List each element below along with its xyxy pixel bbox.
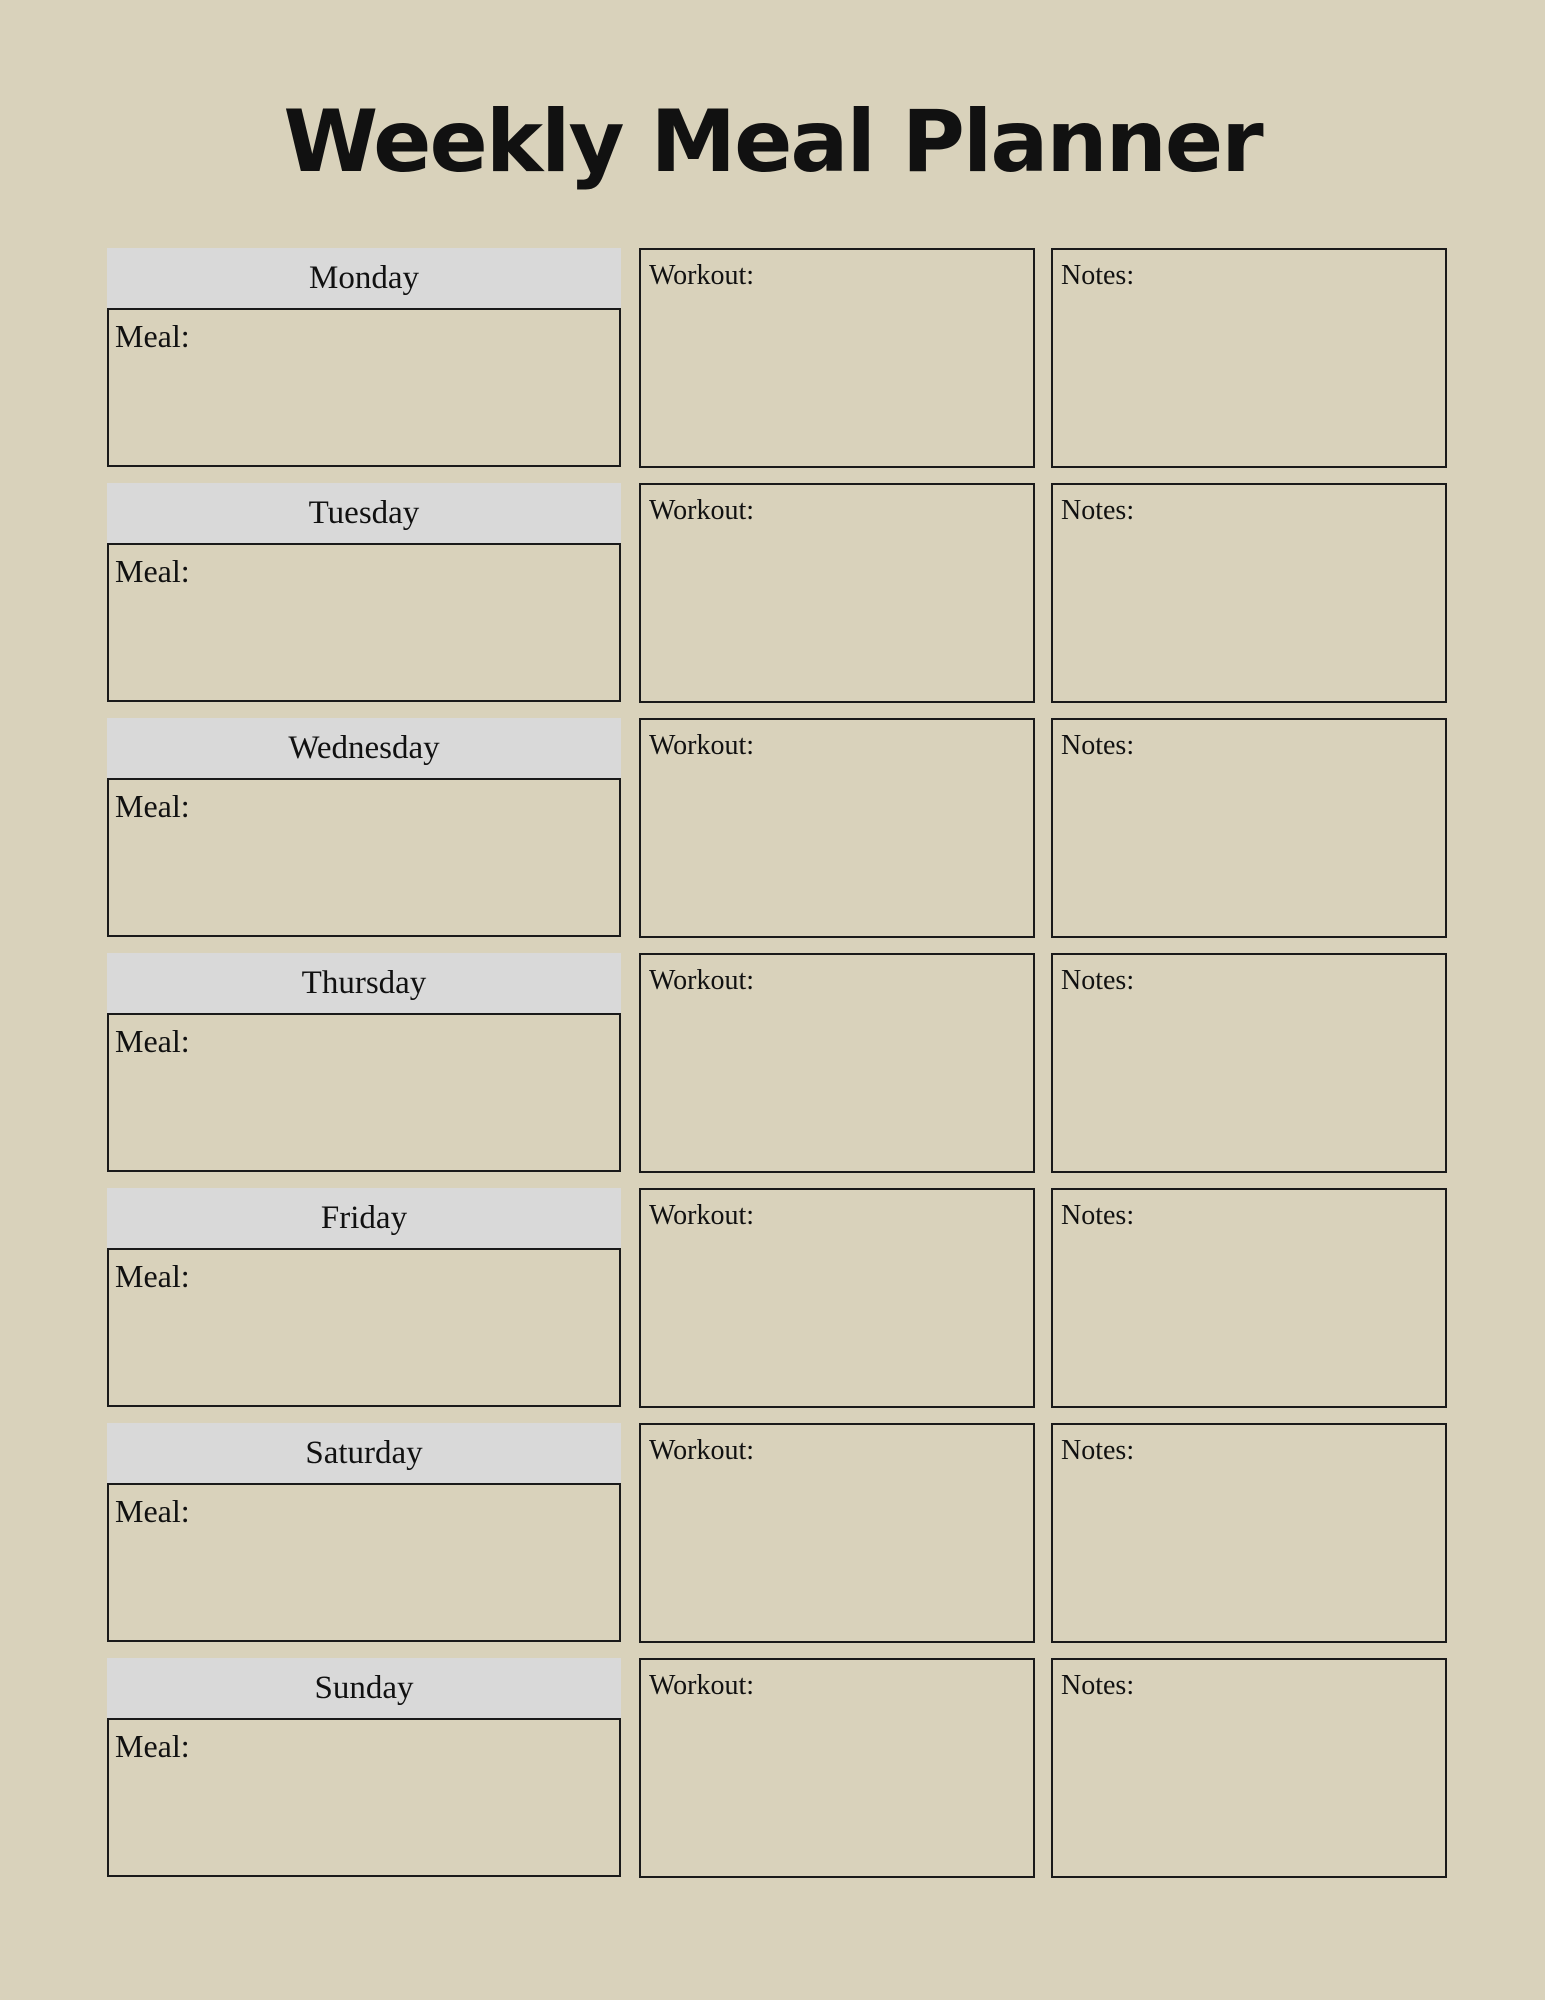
day-row-monday bbox=[0, 248, 1545, 468]
workout-label: Workout: bbox=[649, 965, 755, 996]
notes-box[interactable] bbox=[1051, 953, 1447, 1173]
workout-box[interactable] bbox=[639, 483, 1035, 703]
meal-label: Meal: bbox=[115, 1023, 190, 1059]
workout-label: Workout: bbox=[649, 1200, 755, 1231]
workout-label: Workout: bbox=[649, 260, 755, 291]
notes-box[interactable] bbox=[1051, 1658, 1447, 1878]
notes-box[interactable] bbox=[1051, 248, 1447, 468]
day-header: Sunday bbox=[107, 1658, 621, 1718]
workout-label: Workout: bbox=[649, 730, 755, 761]
day-header: Saturday bbox=[107, 1423, 621, 1483]
day-row-friday bbox=[0, 1188, 1545, 1408]
day-header: Monday bbox=[107, 248, 621, 308]
day-row-tuesday bbox=[0, 483, 1545, 703]
notes-label: Notes: bbox=[1061, 1435, 1135, 1466]
notes-box[interactable] bbox=[1051, 718, 1447, 938]
meal-box[interactable] bbox=[107, 1718, 621, 1877]
meal-box[interactable] bbox=[107, 1483, 621, 1642]
notes-label: Notes: bbox=[1061, 965, 1135, 996]
meal-box[interactable] bbox=[107, 308, 621, 467]
meal-box[interactable] bbox=[107, 1248, 621, 1407]
notes-label: Notes: bbox=[1061, 1200, 1135, 1231]
workout-box[interactable] bbox=[639, 1658, 1035, 1878]
workout-label: Workout: bbox=[649, 495, 755, 526]
notes-label: Notes: bbox=[1061, 495, 1135, 526]
day-row-wednesday bbox=[0, 718, 1545, 938]
workout-label: Workout: bbox=[649, 1670, 755, 1701]
meal-label: Meal: bbox=[115, 788, 190, 824]
notes-label: Notes: bbox=[1061, 260, 1135, 291]
workout-box[interactable] bbox=[639, 1188, 1035, 1408]
meal-label: Meal: bbox=[115, 1493, 190, 1529]
workout-label: Workout: bbox=[649, 1435, 755, 1466]
day-header: Friday bbox=[107, 1188, 621, 1248]
day-row-sunday bbox=[0, 1658, 1545, 1878]
notes-box[interactable] bbox=[1051, 483, 1447, 703]
notes-box[interactable] bbox=[1051, 1423, 1447, 1643]
day-row-thursday bbox=[0, 953, 1545, 1173]
day-header: Tuesday bbox=[107, 483, 621, 543]
meal-box[interactable] bbox=[107, 1013, 621, 1172]
meal-box[interactable] bbox=[107, 778, 621, 937]
notes-label: Notes: bbox=[1061, 730, 1135, 761]
meal-label: Meal: bbox=[115, 1258, 190, 1294]
notes-label: Notes: bbox=[1061, 1670, 1135, 1701]
day-header: Thursday bbox=[107, 953, 621, 1013]
workout-box[interactable] bbox=[639, 718, 1035, 938]
workout-box[interactable] bbox=[639, 953, 1035, 1173]
day-row-saturday bbox=[0, 1423, 1545, 1643]
day-header: Wednesday bbox=[107, 718, 621, 778]
page-title: Weekly Meal Planner bbox=[283, 92, 1262, 192]
workout-box[interactable] bbox=[639, 1423, 1035, 1643]
meal-label: Meal: bbox=[115, 318, 190, 354]
meal-label: Meal: bbox=[115, 553, 190, 589]
meal-box[interactable] bbox=[107, 543, 621, 702]
workout-box[interactable] bbox=[639, 248, 1035, 468]
meal-label: Meal: bbox=[115, 1728, 190, 1764]
notes-box[interactable] bbox=[1051, 1188, 1447, 1408]
